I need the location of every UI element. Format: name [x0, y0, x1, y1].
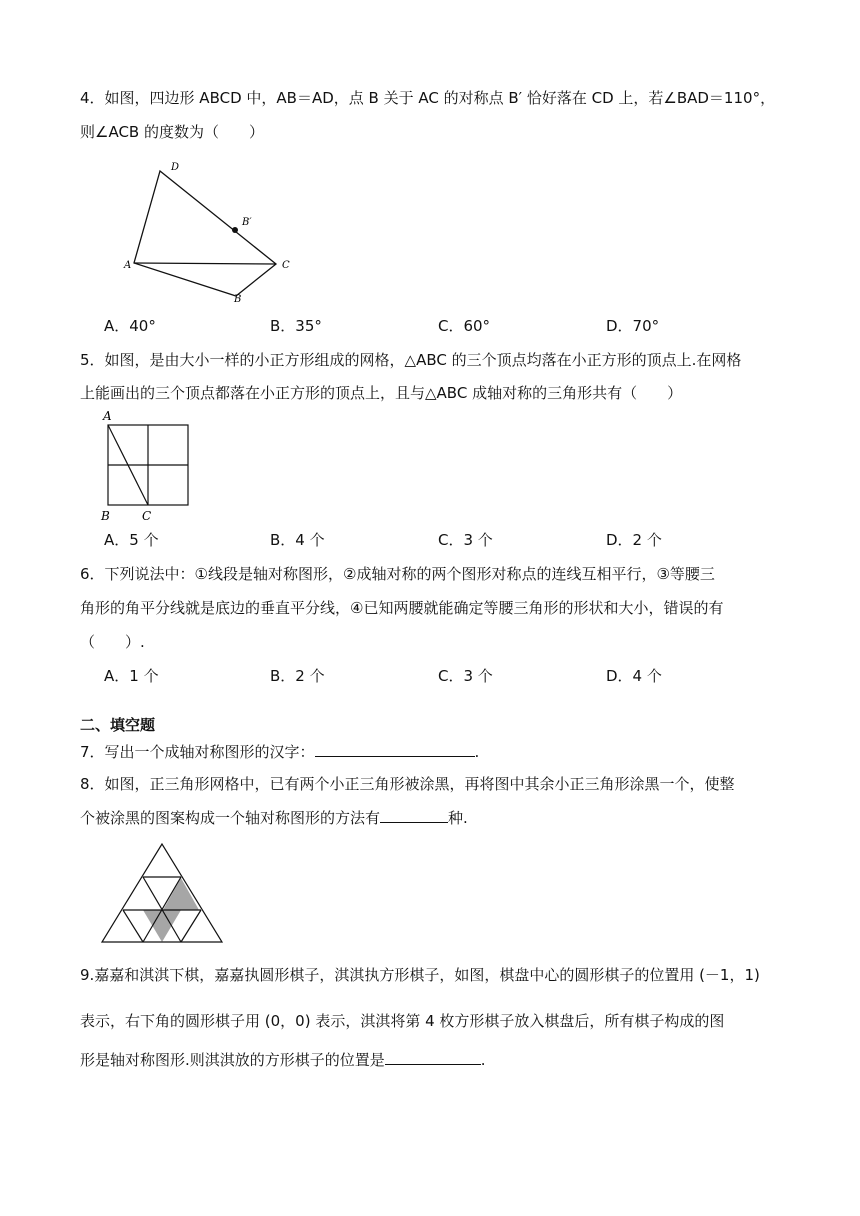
- q5-stem-line1: 5．如图，是由大小一样的小正方形组成的网格，△ABC 的三个顶点均落在小正方形的顶点上.在网格: [80, 351, 742, 369]
- q5-option-c: C．3 个: [438, 531, 493, 549]
- q9-stem-line2: 表示，右下角的圆形棋子用 (0，0) 表示，淇淇将第 4 枚方形棋子放入棋盘后，所有棋子构成的图: [80, 1012, 725, 1030]
- grid-line: [123, 910, 143, 942]
- q5-option-d: D．2 个: [606, 531, 662, 549]
- q4-option-d: D．70°: [606, 317, 660, 335]
- q5-option-b: B．4 个: [270, 531, 325, 549]
- shaded-triangle-upper: [163, 878, 199, 910]
- q4-option-b: B．35°: [270, 317, 322, 335]
- grid-line: [181, 910, 201, 942]
- label-b-prime: B′: [242, 217, 252, 228]
- q4-quadrilateral-figure: [120, 158, 310, 308]
- q8-stem-line1: 8．如图，正三角形网格中，已有两个小正三角形被涂黑，再将图中其余小正三角形涂黑一个，使整: [80, 775, 735, 793]
- q7-end: .: [474, 743, 480, 761]
- q5-grid-figure: [98, 408, 198, 526]
- q6-option-d: D．4 个: [606, 667, 662, 685]
- q8-text: 个被涂黑的图案构成一个轴对称图形的方法有: [80, 809, 381, 827]
- q9-answer-blank[interactable]: [385, 1050, 481, 1065]
- label-c: C: [142, 509, 152, 523]
- label-c: C: [282, 260, 290, 271]
- q8-stem-line2: [80, 808, 468, 828]
- q8-triangle-grid-figure: [98, 840, 228, 945]
- q5-stem-line2: 上能画出的三个顶点都落在小正方形的顶点上，且与△ABC 成轴对称的三角形共有（ ）: [80, 384, 683, 402]
- q7-stem: [80, 742, 479, 762]
- label-b: B: [234, 294, 242, 305]
- section-title: 二、填空题: [80, 716, 156, 734]
- label-b: B: [101, 509, 110, 523]
- q4-option-c: C．60°: [438, 317, 491, 335]
- q6-stem-line2: 角形的角平分线就是底边的垂直平分线，④已知两腰就能确定等腰三角形的形状和大小，错误的有: [80, 599, 724, 617]
- q5-option-a: A．5 个: [104, 531, 159, 549]
- q8-end: 种.: [448, 809, 468, 827]
- q6-option-a: A．1 个: [104, 667, 159, 685]
- q7-answer-blank[interactable]: [315, 742, 475, 757]
- q8-answer-blank[interactable]: [380, 808, 448, 823]
- q9-stem-line3: [80, 1050, 486, 1070]
- q9-stem-line1: 9.嘉嘉和淇淇下棋，嘉嘉执圆形棋子，淇淇执方形棋子，如图，棋盘中心的圆形棋子的位置用 (－1，1): [80, 966, 760, 984]
- q9-end: .: [480, 1051, 486, 1069]
- q6-stem-line1: 6．下列说法中：①线段是轴对称图形，②成轴对称的两个图形对称点的连线互相平行，③等腰三: [80, 565, 715, 583]
- label-a: A: [124, 260, 132, 271]
- q9-text: 形是轴对称图形.则淇淇放的方形棋子的位置是: [80, 1051, 385, 1069]
- point-b-prime: [232, 227, 238, 233]
- q4-stem-line1: 4．如图，四边形 ABCD 中，AB＝AD，点 B 关于 AC 的对称点 B′ 恰好落在 CD 上，若∠BAD＝110°，: [80, 89, 776, 107]
- label-a: A: [103, 409, 112, 423]
- q6-option-c: C．3 个: [438, 667, 493, 685]
- q6-stem-line3: （ ）.: [80, 633, 145, 651]
- shaded-triangle-lower: [143, 910, 181, 942]
- q6-option-b: B．2 个: [270, 667, 325, 685]
- q4-stem-line2: 则∠ACB 的度数为（ ）: [80, 123, 264, 141]
- q7-text: 7．写出一个成轴对称图形的汉字：: [80, 743, 315, 761]
- q4-option-a: A．40°: [104, 317, 156, 335]
- label-d: D: [171, 162, 180, 173]
- diagonal-ac: [134, 263, 276, 264]
- quadrilateral-abcd: [134, 171, 276, 296]
